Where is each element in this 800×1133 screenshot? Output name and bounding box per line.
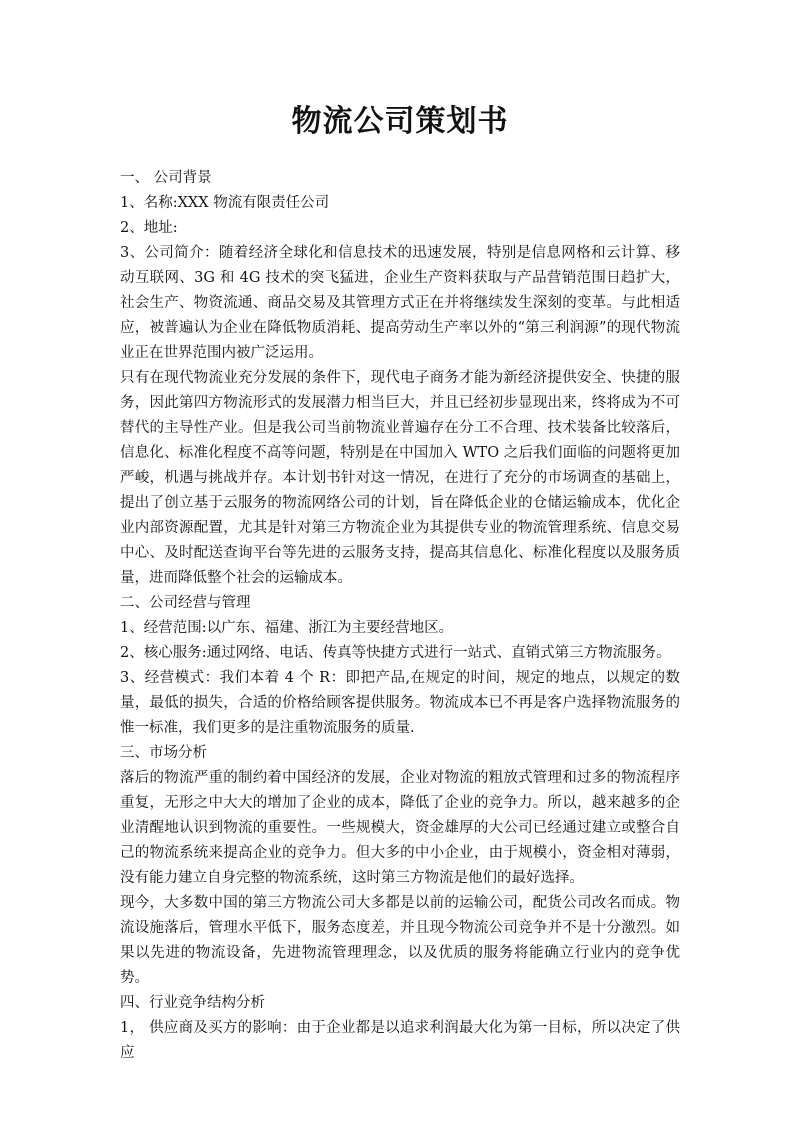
paragraph-business-model: 3、经营模式：我们本着 4 个 R：即把产品,在规定的时间，规定的地点，以规定的数量，最低的损失，合适的价格给顾客提供服务。物流成本已不再是客户选择物流服务的惟一标准，我们更多的是注重物流服务的质量. [120, 670, 680, 736]
section-heading-market: 三、市场分析 [120, 745, 207, 761]
document-body [120, 166, 680, 1066]
paragraph-market-analysis-1: 落后的物流严重的制约着中国经济的发展，企业对物流的粗放式管理和过多的物流程序重复，无形之中大大的增加了企业的成本，降低了企业的竞争力。所以，越来越多的企业清醒地认识到物流的重要性。一些规模大，资金雄厚的大公司已经通过建立或整合自己的物流系统来提高企业的竞争力。但大多的中小企业，由于规模小，资金相对薄弱，没有能力建立自身完整的物流系统，这时第三方物流是他们的最好选择。 [120, 770, 680, 886]
document-title: 物流公司策划书 [291, 104, 509, 139]
paragraph-business-scope: 1、经营范围:以广东、福建、浙江为主要经营地区。 [120, 620, 454, 636]
paragraph-market-analysis-2: 现今，大多数中国的第三方物流公司大多都是以前的运输公司，配货公司改名而成。物流设施落后，管理水平低下，服务态度差，并且现今物流公司竞争并不是十分激烈。如果以先进的物流设备，先进物流管理理念，以及优质的服务将能确立行业内的竞争优势。 [120, 895, 680, 986]
section-heading-operations: 二、公司经营与管理 [120, 595, 251, 611]
paragraph-address: 2、地址: [120, 220, 178, 236]
section-heading-competition: 四、行业竞争结构分析 [120, 995, 265, 1011]
paragraph-company-name: 1、名称:XXX 物流有限责任公司 [120, 195, 330, 211]
paragraph-company-intro: 3、公司简介：随着经济全球化和信息技术的迅速发展，特别是信息网格和云计算、移动互联网、3G 和 4G 技术的突飞猛进，企业生产资料获取与产品营销范围日趋扩大，社会生产、物资流通、商品交易及其管理方式正在并将继续发生深刻的变革。与此相适应，被普遍认为企业在降低物质消耗、提高劳动生产率以外的“第三利润源”的现代物流业正在世界范围内被广泛运用。 [120, 245, 680, 361]
paragraph-core-service: 2、核心服务:通过网络、电话、传真等快捷方式进行一站式、直销式第三方物流服务。 [120, 645, 671, 661]
section-heading-background: 一、 公司背景 [120, 170, 212, 186]
paragraph-supplier-buyer: 1， 供应商及买方的影响：由于企业都是以追求利润最大化为第一目标，所以决定了供应 [120, 1020, 680, 1061]
paragraph-modern-logistics: 只有在现代物流业充分发展的条件下，现代电子商务才能为新经济提供安全、快捷的服务，因此第四方物流形式的发展潜力相当巨大，并且已经初步显现出来，终将成为不可替代的主导性产业。但是我公司当前物流业普遍存在分工不合理、技术装备比较落后，信息化、标准化程度不高等问题，特别是在中国加入 WTO 之后我们面临的问题将更加严峻，机遇与挑战并存。本计划书针对这一情况，在进行了充分的市场调查的基础上，提出了创立基于云服务的物流网络公司的计划，旨在降低企业的仓储运输成本，优化企业内部资源配置，尤其是针对第三方物流企业为其提供专业的物流管理系统、信息交易中心、及时配送查询平台等先进的云服务支持，提高其信息化、标准化程度以及服务质量，进而降低整个社会的运输成本。 [120, 370, 680, 586]
